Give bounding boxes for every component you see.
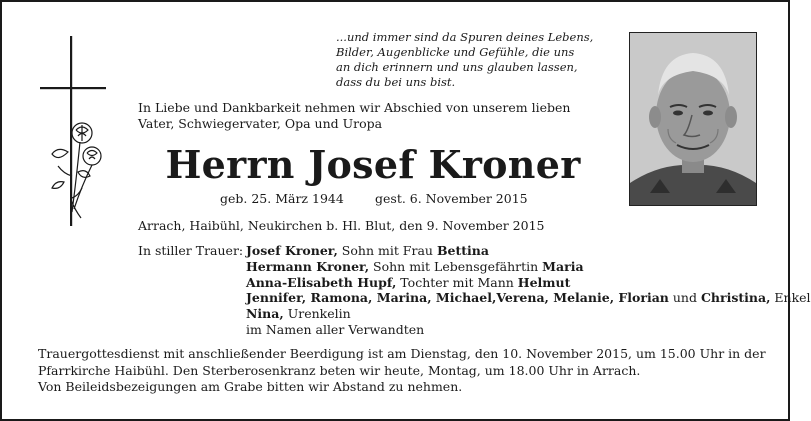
mourner-line: [246, 306, 786, 322]
memorial-quote: [336, 30, 606, 90]
mourners-list: [246, 243, 811, 338]
quote-line: an dich erinnern und uns glauben lassen,: [336, 60, 578, 74]
mourner-line: [246, 259, 786, 275]
portrait-photo: [629, 32, 757, 206]
mourner-name: Maria: [542, 258, 584, 274]
mourner-line: [246, 275, 786, 291]
mourner-relation: Sohn mit Frau: [337, 243, 437, 258]
mourner-line: [246, 290, 811, 306]
condolence-text: Von Beileidsbezeigungen am Grabe bitten wir Abstand zu nehmen.: [38, 379, 463, 394]
deceased-name: Herrn Josef Kroner: [165, 142, 581, 187]
mourner-relation: im Namen aller Verwandten: [246, 321, 425, 337]
quote-line: Bilder, Augenblicke und Gefühle, die uns: [336, 45, 575, 59]
mourner-name: Nina,: [246, 306, 284, 322]
mourner-relation: Enkel: [770, 290, 811, 306]
quote-line: ...und immer sind da Spuren deines Lebens,: [336, 30, 594, 44]
place-and-date: Arrach, Haibühl, Neukirchen b. Hl. Blut, den 9. November 2015: [138, 218, 545, 233]
mourner-name: Jennifer, Ramona, Marina, Michael,Verena, Melanie, Florian: [246, 290, 669, 306]
intro-text: In Liebe und Dankbarkeit nehmen wir Abschied von unserem lieben Vater, Schwiegervater, Opa und Uropa: [138, 100, 571, 131]
cross-with-roses-icon: [38, 32, 108, 228]
mourner-name: Christina,: [700, 290, 771, 306]
mourner-relation: und: [668, 290, 701, 306]
quote-line: dass du bei uns bist.: [336, 75, 456, 89]
birth-date: geb. 25. März 1944: [220, 191, 344, 206]
service-text: Trauergottesdienst mit anschließender Beerdigung ist am Dienstag, den 10. November 2015, um 15.00 Uhr in der Pfarrkirche Haibühl. Den Sterberosenkranz beten wir heute, Montag, um 18.00 Uhr in Arrach.: [38, 346, 766, 378]
mourner-relation: Sohn mit Lebensgefährtin: [369, 258, 543, 274]
service-info: [38, 346, 773, 396]
mourner-line: [246, 243, 786, 259]
mourner-name: Hermann Kroner,: [246, 258, 370, 274]
mourners-label: In stiller Trauer:: [138, 243, 244, 258]
mourner-line: [246, 322, 786, 338]
death-date: gest. 6. November 2015: [375, 191, 528, 206]
mourner-relation: Tochter mit Mann: [396, 274, 518, 290]
mourner-name: Anna-Elisabeth Hupf,: [246, 274, 397, 290]
mourner-relation: Urenkelin: [283, 306, 351, 322]
mourner-name: Bettina: [436, 243, 489, 258]
mourner-name: Helmut: [517, 274, 571, 290]
mourner-name: Josef Kroner,: [246, 243, 338, 258]
